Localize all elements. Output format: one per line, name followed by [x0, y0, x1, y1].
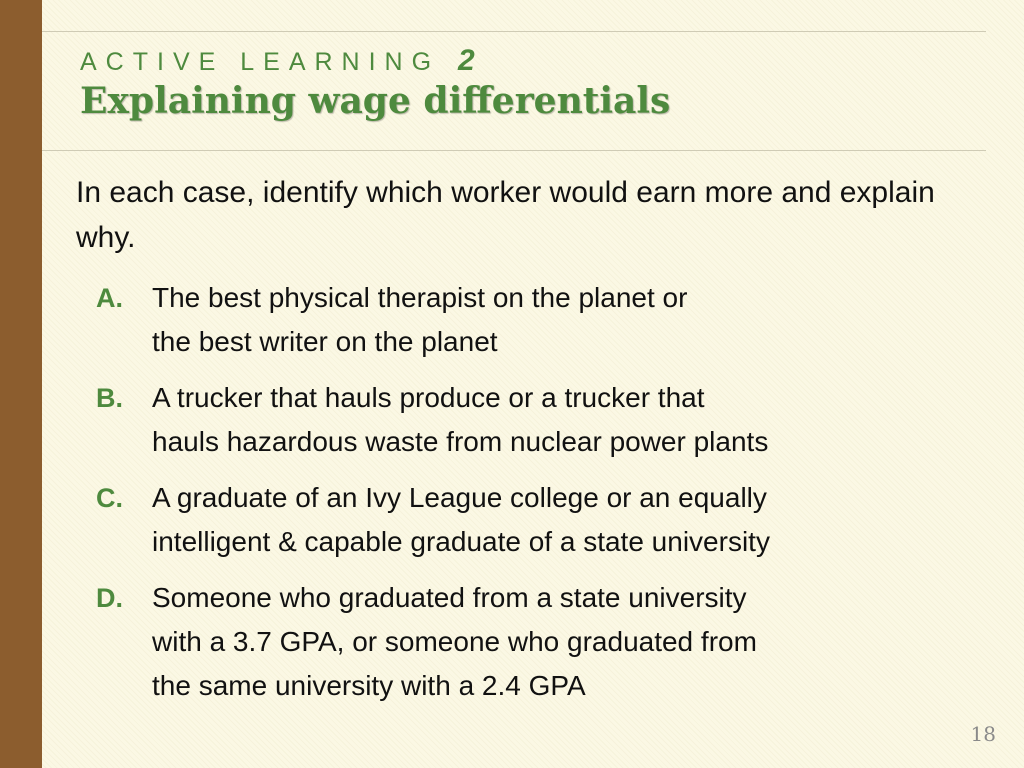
intro-text: In each case, identify which worker would earn more and explain why. — [76, 176, 935, 254]
left-accent-bar — [0, 0, 42, 768]
item-text: The best physical therapist on the planet or the best writer on the planet — [152, 282, 688, 357]
case-list — [96, 276, 996, 720]
kicker-number: 2 — [458, 44, 475, 77]
slide-title: Explaining wage differentials — [80, 80, 671, 122]
list-item — [96, 276, 996, 364]
top-divider — [42, 31, 986, 32]
item-letter: C. — [96, 483, 123, 513]
item-letter: D. — [96, 583, 123, 613]
item-letter: A. — [96, 283, 123, 313]
item-text: Someone who graduated from a state university with a 3.7 GPA, or someone who graduated from the same university with a 2.4 GPA — [152, 582, 757, 701]
section-kicker — [80, 46, 670, 77]
list-item — [96, 376, 996, 464]
list-item — [96, 576, 996, 708]
kicker-label: ACTIVE LEARNING — [80, 48, 441, 76]
page-number: 18 — [970, 722, 996, 746]
list-item — [96, 476, 996, 564]
item-text: A graduate of an Ivy League college or an equally intelligent & capable graduate of a state university — [152, 482, 770, 557]
title-divider — [42, 150, 986, 151]
item-letter: B. — [96, 383, 123, 413]
item-text: A trucker that hauls produce or a trucker that hauls hazardous waste from nuclear power plants — [152, 382, 769, 457]
slide-header — [80, 46, 670, 123]
